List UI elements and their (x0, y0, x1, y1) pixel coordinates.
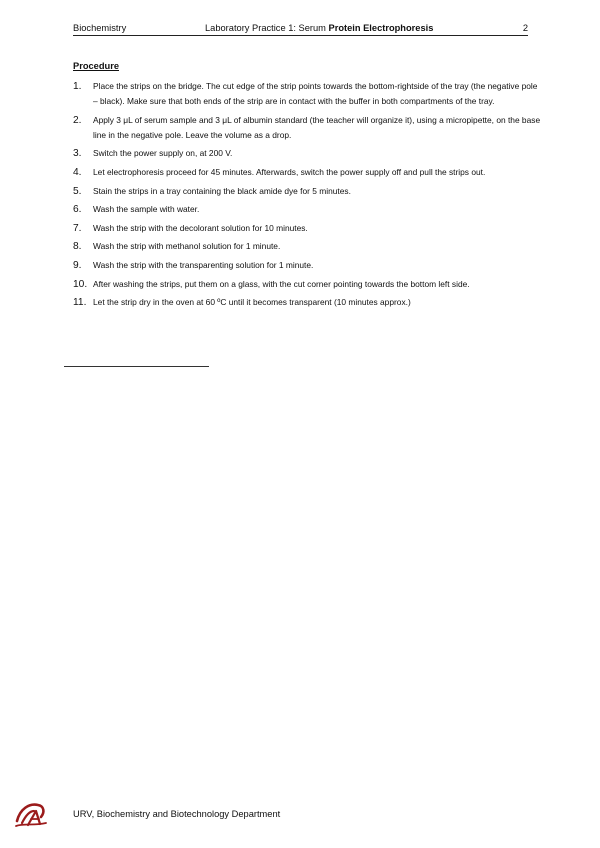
step-text: Wash the strip with the decolorant solution for 10 minutes. (93, 222, 308, 233)
step-number: 11. (73, 297, 87, 309)
header-title (205, 22, 433, 34)
list-item (73, 277, 543, 292)
list-item (73, 146, 543, 161)
header-title-bold: Protein Electrophoresis (328, 23, 434, 33)
list-item (73, 239, 543, 254)
list-item (73, 79, 543, 109)
step-number: 6. (73, 204, 82, 216)
step-number: 9. (73, 259, 82, 271)
list-item (73, 295, 543, 310)
step-text: Let the strip dry in the oven at 60 ºC until it becomes transparent (10 minutes approx.) (93, 297, 411, 308)
footer-department: URV, Biochemistry and Biotechnology Department (73, 809, 281, 819)
step-number: 2. (73, 114, 82, 126)
step-text: Stain the strips in a tray containing the black amide dye for 5 minutes. (93, 185, 351, 196)
section-title: Procedure (73, 61, 119, 71)
list-item (73, 184, 543, 199)
list-item (73, 113, 543, 143)
step-text: Switch the power supply on, at 200 V. (93, 148, 233, 159)
step-text: Wash the strip with methanol solution for 1 minute. (93, 241, 281, 252)
footnote-separator (64, 366, 209, 367)
step-text: Place the strips on the bridge. The cut edge of the strip points towards the bottom-rightside of the tray (the negative pole – black). Make sure that both ends of the strip are in contact with the buffer in both compartments of the tray. (93, 81, 538, 107)
step-number: 7. (73, 222, 82, 234)
urv-logo-svg (14, 799, 48, 829)
list-item (73, 221, 543, 236)
step-number: 3. (73, 148, 82, 160)
step-text: Apply 3 μL of serum sample and 3 μL of albumin standard (the teacher will organize it), using a micropipette, on the base line in the negative pole. Leave the volume as a drop. (93, 114, 541, 140)
procedure-list (73, 79, 543, 314)
list-item (73, 165, 543, 180)
step-number: 10. (73, 278, 88, 290)
step-number: 8. (73, 241, 82, 253)
urv-logo-icon (14, 799, 48, 829)
page-header (73, 22, 528, 36)
step-number: 5. (73, 185, 82, 197)
step-text: Let electrophoresis proceed for 45 minutes. Afterwards, switch the power supply off and pull the strips out. (93, 166, 486, 177)
header-title-prefix: Laboratory Practice 1: Serum (205, 23, 329, 33)
step-number: 4. (73, 166, 82, 178)
page-number: 2 (522, 23, 528, 33)
step-number: 1. (73, 81, 82, 92)
step-text: After washing the strips, put them on a glass, with the cut corner pointing towards the bottom left side. (93, 278, 470, 289)
list-item (73, 258, 543, 273)
step-text: Wash the sample with water. (93, 204, 200, 215)
header-course: Biochemistry (73, 23, 127, 33)
step-text: Wash the strip with the transparenting solution for 1 minute. (93, 259, 314, 270)
list-item (73, 202, 543, 217)
